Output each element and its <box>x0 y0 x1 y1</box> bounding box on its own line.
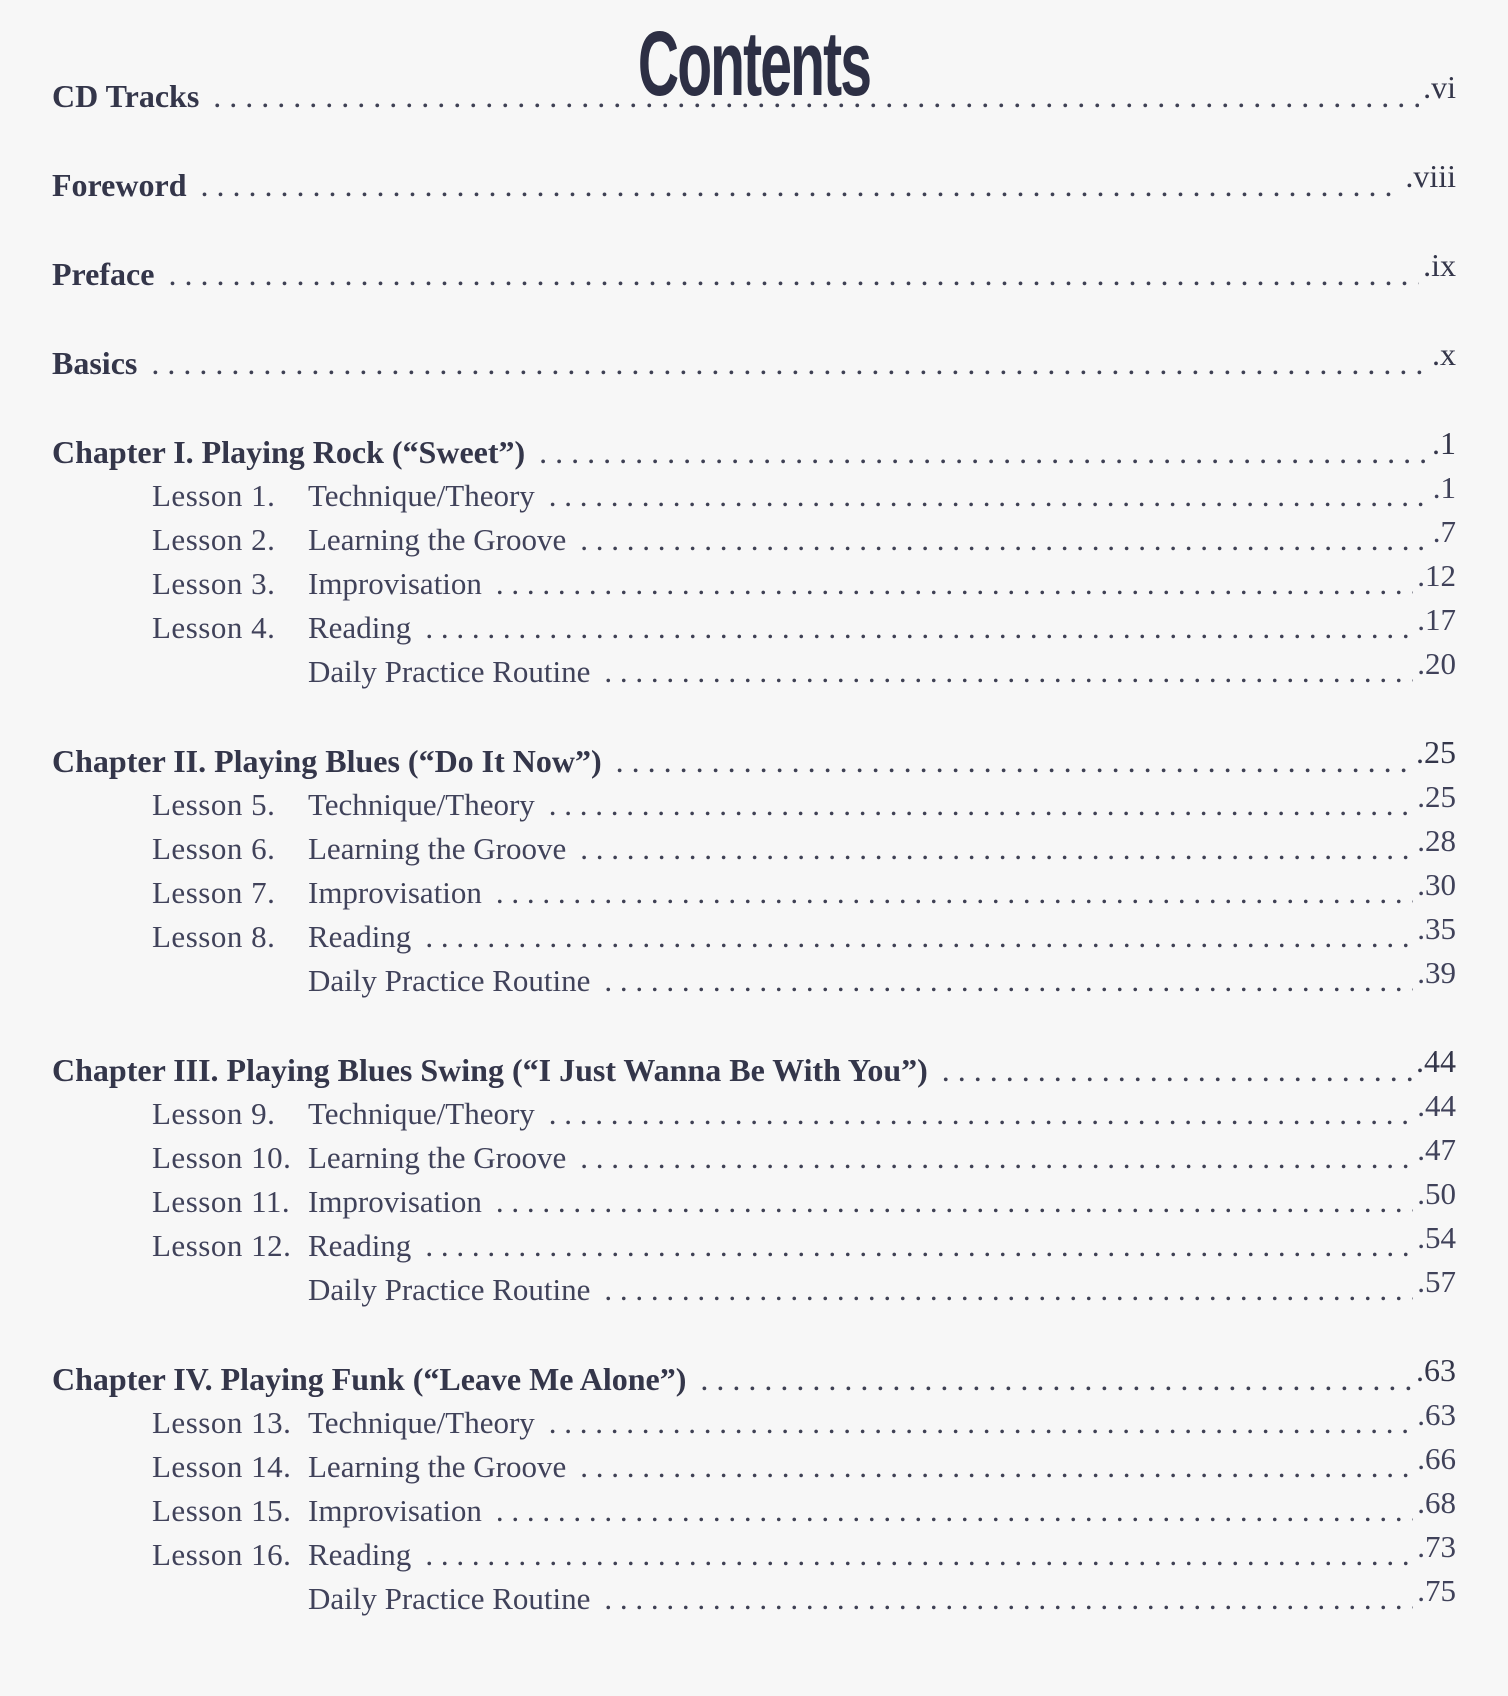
lesson-number: Lesson 4. <box>152 610 276 645</box>
section-title: Preface <box>52 256 155 292</box>
dot-leader <box>580 1138 1413 1178</box>
toc-entry-label <box>52 165 186 205</box>
toc-entry-label <box>152 1094 535 1134</box>
dot-leader <box>616 741 1412 781</box>
page-number: .35 <box>1417 911 1456 946</box>
lesson-title: Learning the Groove <box>308 1449 567 1484</box>
dot-leader <box>942 1050 1412 1090</box>
lesson-title: Learning the Groove <box>308 831 567 866</box>
toc-entry-label <box>52 741 602 781</box>
page-number: .1 <box>1432 425 1456 461</box>
toc-entry-lesson[interactable] <box>152 781 1456 825</box>
lesson-title: Improvisation <box>308 875 482 910</box>
toc-entry-lesson[interactable] <box>152 604 1456 648</box>
dot-leader <box>213 76 1419 116</box>
lesson-number: Lesson 16. <box>152 1537 292 1572</box>
toc-entry-lesson[interactable] <box>152 1531 1456 1575</box>
toc-entry-lesson[interactable] <box>152 913 1456 957</box>
toc-entry-label <box>152 476 535 516</box>
lesson-title: Daily Practice Routine <box>308 654 591 689</box>
lesson-title: Learning the Groove <box>308 1140 567 1175</box>
section-title: Chapter II. Playing Blues (“Do It Now”) <box>52 743 602 779</box>
dot-leader <box>549 476 1429 516</box>
toc-entry-label <box>152 1138 566 1178</box>
lesson-number: Lesson 3. <box>152 566 276 601</box>
lesson-title: Technique/Theory <box>308 478 535 513</box>
toc-entry-label <box>152 829 566 869</box>
page-number: .28 <box>1417 823 1456 858</box>
page-number: .54 <box>1417 1220 1456 1255</box>
page-number: .25 <box>1417 779 1456 814</box>
page-number: .63 <box>1416 1352 1456 1388</box>
page-number: .44 <box>1416 1043 1456 1079</box>
dot-leader <box>549 785 1413 825</box>
toc-entry-label <box>52 1359 686 1399</box>
toc-entry-lesson[interactable] <box>152 869 1456 913</box>
dot-leader <box>580 1447 1413 1487</box>
dot-leader <box>425 1226 1413 1266</box>
section-title: CD Tracks <box>52 78 200 114</box>
dot-leader <box>496 1182 1413 1222</box>
lesson-title: Reading <box>308 610 412 645</box>
lesson-title: Technique/Theory <box>308 1405 535 1440</box>
toc-entry-lesson[interactable] <box>152 1178 1456 1222</box>
section-title: Chapter I. Playing Rock (“Sweet”) <box>52 434 526 470</box>
lesson-number: Lesson 9. <box>152 1096 276 1131</box>
toc-entry-lesson[interactable] <box>152 648 1456 692</box>
toc-entry-label <box>152 961 590 1001</box>
toc-entry-label <box>52 1050 928 1090</box>
page-number: .39 <box>1417 955 1456 990</box>
lesson-number: Lesson 11. <box>152 1184 291 1219</box>
lesson-number: Lesson 10. <box>152 1140 292 1175</box>
dot-leader <box>200 165 1401 205</box>
lesson-title: Technique/Theory <box>308 1096 535 1131</box>
page-number: .47 <box>1417 1132 1456 1167</box>
page-number: .68 <box>1417 1485 1456 1520</box>
toc-entry-front-matter[interactable] <box>52 247 1456 294</box>
toc-entry-front-matter[interactable] <box>52 158 1456 205</box>
dot-leader <box>496 1491 1413 1531</box>
lesson-title: Daily Practice Routine <box>308 1581 591 1616</box>
toc-entry-label <box>152 608 411 648</box>
section-title: Basics <box>52 345 138 381</box>
dot-leader <box>539 432 1428 472</box>
page-number: .x <box>1432 336 1456 372</box>
toc-entry-label <box>152 917 411 957</box>
lesson-number: Lesson 12. <box>152 1228 292 1263</box>
dot-leader <box>580 520 1429 560</box>
toc-entry-lesson[interactable] <box>152 1487 1456 1531</box>
dot-leader <box>700 1359 1412 1399</box>
toc-entry-lesson[interactable] <box>152 957 1456 1001</box>
page-number: .50 <box>1417 1176 1456 1211</box>
page-number: .73 <box>1417 1529 1456 1564</box>
toc-entry-lesson[interactable] <box>152 1399 1456 1443</box>
toc-entry-lesson[interactable] <box>152 472 1456 516</box>
toc-entry-label <box>152 785 535 825</box>
lesson-number: Lesson 6. <box>152 831 276 866</box>
toc-entry-label <box>52 76 199 116</box>
dot-leader <box>604 652 1413 692</box>
lesson-title: Daily Practice Routine <box>308 963 591 998</box>
toc-entry-label <box>152 1535 411 1575</box>
toc-entry-lesson[interactable] <box>152 1134 1456 1178</box>
section-title: Chapter III. Playing Blues Swing (“I Just Wanna Be With You”) <box>52 1052 928 1088</box>
lesson-title: Reading <box>308 1537 412 1572</box>
toc-entry-label <box>152 1447 566 1487</box>
lesson-number: Lesson 2. <box>152 522 276 557</box>
lesson-number: Lesson 13. <box>152 1405 292 1440</box>
toc-entry-label <box>152 1403 535 1443</box>
lesson-title: Improvisation <box>308 1493 482 1528</box>
page-number: .7 <box>1432 514 1456 549</box>
lesson-number: Lesson 5. <box>152 787 276 822</box>
toc-entry-label <box>152 1491 482 1531</box>
lesson-number <box>152 961 308 1001</box>
toc-entry-chapter[interactable] <box>52 1043 1456 1090</box>
page-number: .63 <box>1417 1397 1456 1432</box>
dot-leader <box>496 564 1413 604</box>
toc-entry-lesson[interactable] <box>152 1090 1456 1134</box>
dot-leader <box>580 829 1413 869</box>
lesson-title: Learning the Groove <box>308 522 567 557</box>
toc-entry-lesson[interactable] <box>152 516 1456 560</box>
page-number: .vi <box>1423 69 1456 105</box>
dot-leader <box>425 917 1413 957</box>
toc-entry-label <box>152 1579 590 1619</box>
page-number: .17 <box>1417 602 1456 637</box>
page-number: .25 <box>1416 734 1456 770</box>
toc-entry-front-matter[interactable] <box>52 336 1456 383</box>
toc-entry-chapter[interactable] <box>52 425 1456 472</box>
page-title: Contents <box>637 13 871 115</box>
lesson-number: Lesson 1. <box>152 478 276 513</box>
toc-entry-label <box>52 432 525 472</box>
dot-leader <box>549 1403 1413 1443</box>
section-title: Foreword <box>52 167 187 203</box>
toc-entry-label <box>152 1182 482 1222</box>
toc-entry-chapter[interactable] <box>52 734 1456 781</box>
page-number: .30 <box>1417 867 1456 902</box>
page-number: .ix <box>1423 247 1456 283</box>
dot-leader <box>496 873 1413 913</box>
page-number: .66 <box>1417 1441 1456 1476</box>
toc-entry-lesson[interactable] <box>152 1575 1456 1619</box>
page-number: .12 <box>1417 558 1456 593</box>
toc-entry-lesson[interactable] <box>152 560 1456 604</box>
page-number: .44 <box>1417 1088 1456 1123</box>
toc-entry-lesson[interactable] <box>152 1222 1456 1266</box>
toc-entry-label <box>52 254 154 294</box>
dot-leader <box>151 343 1428 383</box>
lesson-number: Lesson 15. <box>152 1493 292 1528</box>
toc-entry-label <box>152 1270 590 1310</box>
lesson-number: Lesson 7. <box>152 875 276 910</box>
lesson-number <box>152 1579 308 1619</box>
lesson-title: Daily Practice Routine <box>308 1272 591 1307</box>
dot-leader <box>425 1535 1413 1575</box>
dot-leader <box>168 254 1419 294</box>
toc-entry-label <box>152 1226 411 1266</box>
lesson-number <box>152 1270 308 1310</box>
page-number: .57 <box>1417 1264 1456 1299</box>
lesson-title: Improvisation <box>308 1184 482 1219</box>
lesson-title: Reading <box>308 919 412 954</box>
lesson-title: Reading <box>308 1228 412 1263</box>
page-number: .viii <box>1405 158 1456 194</box>
toc-entry-label <box>52 343 137 383</box>
toc-entry-label <box>152 652 590 692</box>
dot-leader <box>604 961 1413 1001</box>
dot-leader <box>604 1579 1413 1619</box>
lesson-title: Improvisation <box>308 566 482 601</box>
toc-entry-lesson[interactable] <box>152 1266 1456 1310</box>
page-number: .75 <box>1417 1573 1456 1608</box>
lesson-title: Technique/Theory <box>308 787 535 822</box>
lesson-number: Lesson 8. <box>152 919 276 954</box>
section-title: Chapter IV. Playing Funk (“Leave Me Alone”) <box>52 1361 687 1397</box>
page-number: .20 <box>1417 646 1456 681</box>
lesson-number: Lesson 14. <box>152 1449 292 1484</box>
toc-entry-label <box>152 564 482 604</box>
page-number: .1 <box>1432 470 1456 505</box>
toc-entry-front-matter[interactable] <box>52 69 1456 116</box>
toc-entry-lesson[interactable] <box>152 1443 1456 1487</box>
toc-entry-label <box>152 520 566 560</box>
toc-entry-label <box>152 873 482 913</box>
dot-leader <box>425 608 1413 648</box>
lesson-number <box>152 652 308 692</box>
dot-leader <box>604 1270 1413 1310</box>
dot-leader <box>549 1094 1413 1134</box>
toc-entry-lesson[interactable] <box>152 825 1456 869</box>
toc-entry-chapter[interactable] <box>52 1352 1456 1399</box>
